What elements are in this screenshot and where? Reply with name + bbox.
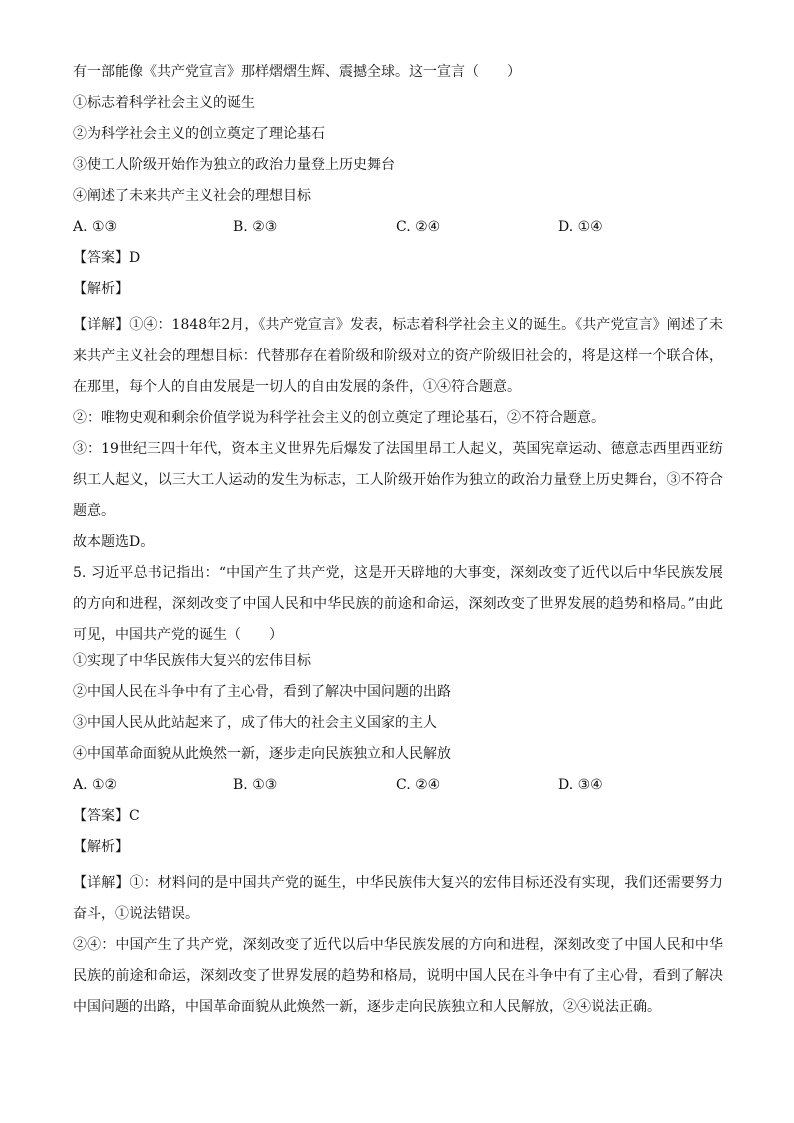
q5-option-d: D. ③④ — [558, 777, 603, 793]
q5-options — [73, 775, 723, 806]
q4-detail-3: ③：19世纪三四十年代，资本主义世界先后爆发了法国里昂工人起义，英国宪章运动、德意志西里西亚纺织工人起义，以三大工人运动的发生为标志，工人阶级开始作为独立的政治力量登上历史舞台，③不符合题意。 — [73, 441, 723, 519]
q5-item-3: ③中国人民从此站起来了，成了伟大的社会主义国家的主人 — [73, 715, 437, 731]
q5-option-b: B. ①③ — [233, 777, 278, 793]
q5-item-4: ④中国革命面貌从此焕然一新，逐步走向民族独立和人民解放 — [73, 746, 451, 762]
q4-options — [73, 217, 723, 248]
q4-item-4: ④阐述了未来共产主义社会的理想目标 — [73, 188, 311, 204]
q4-option-b: B. ②③ — [233, 219, 278, 235]
document-page — [73, 62, 723, 1023]
q4-option-d: D. ①④ — [558, 219, 603, 235]
q5-answer: 【答案】C — [73, 808, 140, 824]
q5-stem: 5. 习近平总书记指出：“中国产生了共产党，这是开天辟地的大事变，深刻改变了近代以后中华民族发展的方向和进程，深刻改变了中国人民和中华民族的前途和命运，深刻改变了世界发展的趋势和格局。”由此可见，中国共产党的诞生（ ） — [73, 565, 723, 643]
q4-item-2: ②为科学社会主义的创立奠定了理论基石 — [73, 126, 325, 142]
q5-detail-1: 【详解】①：材料问的是中国共产党的诞生，中华民族伟大复兴的宏伟目标还没有实现，我们还需要努力奋斗，①说法错误。 — [73, 875, 723, 922]
q4-conclusion: 故本题选D。 — [73, 534, 155, 550]
q4-stem-tail: 有一部能像《共产党宣言》那样熠熠生辉、震撼全球。这一宣言（ ） — [73, 64, 521, 80]
q5-option-a: A. ①② — [73, 777, 118, 793]
q4-option-c: C. ②④ — [396, 219, 441, 235]
q5-option-c: C. ②④ — [396, 777, 441, 793]
q4-item-1: ①标志着科学社会主义的诞生 — [73, 95, 255, 111]
q4-answer: 【答案】D — [73, 250, 141, 266]
q5-item-2: ②中国人民在斗争中有了主心骨，看到了解决中国问题的出路 — [73, 684, 451, 700]
q5-analysis-label: 【解析】 — [73, 839, 129, 855]
q4-option-a: A. ①③ — [73, 219, 118, 235]
q5-item-1: ①实现了中华民族伟大复兴的宏伟目标 — [73, 653, 311, 669]
q4-detail-2: ②：唯物史观和剩余价值学说为科学社会主义的创立奠定了理论基石，②不符合题意。 — [73, 410, 605, 426]
q4-item-3: ③使工人阶级开始作为独立的政治力量登上历史舞台 — [73, 157, 395, 173]
q5-detail-2: ②④：中国产生了共产党，深刻改变了近代以后中华民族发展的方向和进程，深刻改变了中国人民和中华民族的前途和命运，深刻改变了世界发展的趋势和格局，说明中国人民在斗争中有了主心骨，看到了解决中国问题的出路，中国革命面貌从此焕然一新，逐步走向民族独立和人民解放，②④说法正确。 — [73, 937, 723, 1015]
q4-detail-1: 【详解】①④：1848年2月，《共产党宣言》发表，标志着科学社会主义的诞生。《共产党宣言》阐述了未来共产主义社会的理想目标：代替那存在着阶级和阶级对立的资产阶级旧社会的，将是这样一个联合体，在那里，每个人的自由发展是一切人的自由发展的条件，①④符合题意。 — [73, 317, 723, 395]
q4-analysis-label: 【解析】 — [73, 281, 129, 297]
